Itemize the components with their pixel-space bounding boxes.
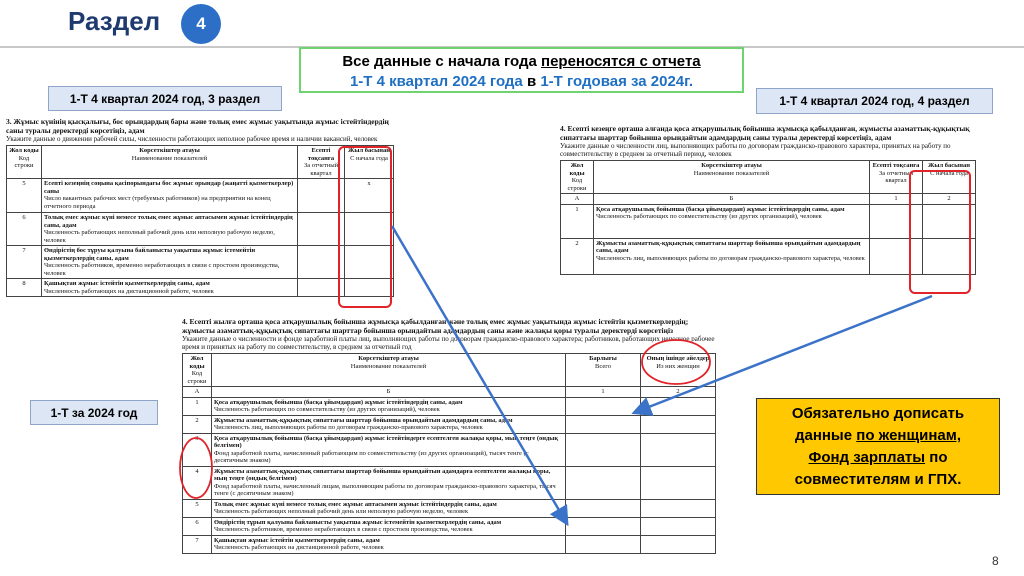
table-row: 1 Қоса атқарушылық бойынша (басқа ұйымдардан) жұмыс істейтіндердің саны, адам Численность работающих по совместительству (из других организаций), человек <box>561 204 976 238</box>
table-row: 2 Жұмысты азаматтық-құқықтық сипаттағы шарттар бойынша орындайтын адамдардың саны, адам Численность лиц, выполняющих работы по договорам гражданско-правового характера, человек <box>561 238 976 274</box>
instruction-note <box>756 398 1000 495</box>
note-women: по женщинам, <box>856 427 962 444</box>
headline-text: Все данные с начала года <box>342 53 542 70</box>
arrow-to-annual-women <box>636 296 932 412</box>
label-q4-section4: 1-Т 4 квартал 2024 год, 4 раздел <box>756 88 993 114</box>
section-title: Раздел <box>68 6 161 36</box>
table-row: 8 Қашықтан жұмыс істейтін қызметкерлердің саны, адам Численность работающих на дистанционной работе, человек <box>7 279 394 297</box>
page-number: 8 <box>992 554 999 568</box>
table-row: А Б 1 2 <box>183 387 716 398</box>
doc2-title-kz: 4. Есепті кезеңге орташа алғанда қоса атқарушылық бойынша жұмысқа қабылданған, жұмысты азаматтық-құқықтық сипаттағы шарттар бойынша орындайтын адамдардың саны туралы деректерді көрсетіңіз, адам <box>560 124 970 142</box>
table-row: 5 Толық емес жұмыс күні немесе толық емес жұмыс аптасымен жұмыс істейтіндердің саны, адам Численность работающих неполный рабочий день или неполную рабочую неделю, человек <box>183 499 716 517</box>
note-line4: совместителям и ГПХ. <box>794 471 962 488</box>
label-q4-section3: 1-Т 4 квартал 2024 год, 3 раздел <box>48 86 282 111</box>
section-number-badge: 4 <box>181 4 221 44</box>
table-row: 3 Қоса атқарушылық бойынша (басқа ұйымдардан) жұмыс істейтіндерге есептелген жалақы қоры, мың теңге (ондық белгімен) Фонд заработной платы, начисленный работающим по совместительству (из других организаций), тысяч тенге (с десятичным знаком) <box>183 433 716 466</box>
rows-3-4-circle <box>180 438 212 498</box>
table-row: 5 Есепті кезеңнің соңына қасіпорындағы бос жұмыс орындар (жаңатті қызметкерлер) саны Число вакантных рабочих мест (требуемых работников) на предприятии на конец отчетного периода х <box>7 179 394 213</box>
doc1-title-ru: Укажите данные о движении рабочей силы, численности работающих неполное рабочее время и наличии вакансий, человек <box>6 135 378 143</box>
doc1-title-kz: 3. Жұмыс күнінің қысқалығы, бос орындардың бары және толық емес жұмыс уақытында жұмыс істейтіндердің саны туралы деректерді көрсетіңіз, адам <box>6 117 389 135</box>
note-by: по <box>925 449 948 466</box>
table-row: 2 Жұмысты азаматтық-құқықтық сипаттағы шарттар бойынша орындайтын адамдардың саны, адам Численность лиц, выполняющих работы по договорам гражданско-правового характера, человек <box>183 415 716 433</box>
table-row: 6 Өндірістің тұрып қалуына байланысты уақытша жұмыс істемейтін қызметкерлердің саны, адам Численность работников, временно неработающих в связи с простоем производства, человек <box>183 517 716 535</box>
doc2-title-ru: Укажите данные о численности лиц, выполняющих работы по договорам гражданско-правового характера, принятых на работу по совместительству в среднем за отчетный период, человек <box>560 142 951 158</box>
table-row: 4 Жұмысты азаматтық-құқықтық сипаттағы шарттар бойынша орындайтын адамдарға есептелген жалақы қоры, мың теңге (ондық белгімен) Фонд заработной платы, начисленный лицам, выполняющим работы по договорам гражданско-правового характера, тысяч тенге (с десятичным знаком) <box>183 466 716 499</box>
doc3-title-kz: 4. Есепті жылға орташа қоса атқарушылық бойынша жұмысқа қабылданған және толық емес жұмыс уақытында жұмыс істейтін қызметкерлердің; жұмысты азаматтық-құқықтық сипаттағы шарттар бойынша орындайтын адамдардың саны және жалақы қоры туралы деректерді көрсетіңіз <box>182 317 689 335</box>
women-column-circle <box>642 340 710 384</box>
table-row: 7 Қашықтан жұмыс істейтін қызметкерлердің саны, адам Численность работающих на дистанционной работе, человек <box>183 535 716 553</box>
headline-underlined: переносятся с отчета <box>541 53 701 70</box>
table-row: Жол коды Код строки Көрсеткіштер атауы Наименование показателей Есепті тоқсанға За отчетный квартал Жыл басынан С начала года <box>7 146 394 179</box>
table-row: А Б 1 2 <box>561 194 976 205</box>
note-payroll: Фонд зарплаты <box>808 449 926 466</box>
headline-source: 1-Т 4 квартал 2024 года <box>349 73 523 90</box>
label-annual-2024: 1-Т за 2024 год <box>30 400 158 425</box>
note-line1: Обязательно дописать <box>791 405 965 422</box>
table-row: 1 Қоса атқарушылық бойынша (басқа ұйымдардан) жұмыс істейтіндердің саны, адам Численность работающих по совместительству (из других организаций), человек <box>183 397 716 415</box>
doc3-title-ru: Укажите данные о численности и фонде заработной платы лиц, выполняющих работы по договорам гражданско-правового характера; работников, работающих неполное рабочее время и принятых на работу по совместительству, в среднем за отчетный год <box>182 335 715 351</box>
table-row: Жол коды Код строки Көрсеткіштер атауы Наименование показателей Барлығы Всего Оның ішінде әйелдер Из них женщин <box>183 354 716 387</box>
table-row: 7 Өндірістің бос тұруы қалуына байланысты уақытша жұмыс істемейтін қызметкерлердің саны, адам Численность работников, временно неработающих в связи с простоем производства, человек <box>7 246 394 279</box>
note-line2: данные <box>794 427 857 444</box>
headline-target: 1-Т годовая за 2024г. <box>540 73 694 90</box>
arrow-to-annual-row <box>392 226 566 522</box>
headline-connector: в <box>522 73 541 90</box>
table-row: Жол коды Код строки Көрсеткіштер атауы Наименование показателей Есепті тоқсанға За отчетный квартал Жыл басынан С начала года <box>561 161 976 194</box>
table-row: 6 Толық емес жұмыс күні немесе толық емес жұмыс аптасымен жұмыс істейтіндердің саны, адам Численность работающих неполный рабочий день или неполную рабочую неделю, человек <box>7 213 394 246</box>
